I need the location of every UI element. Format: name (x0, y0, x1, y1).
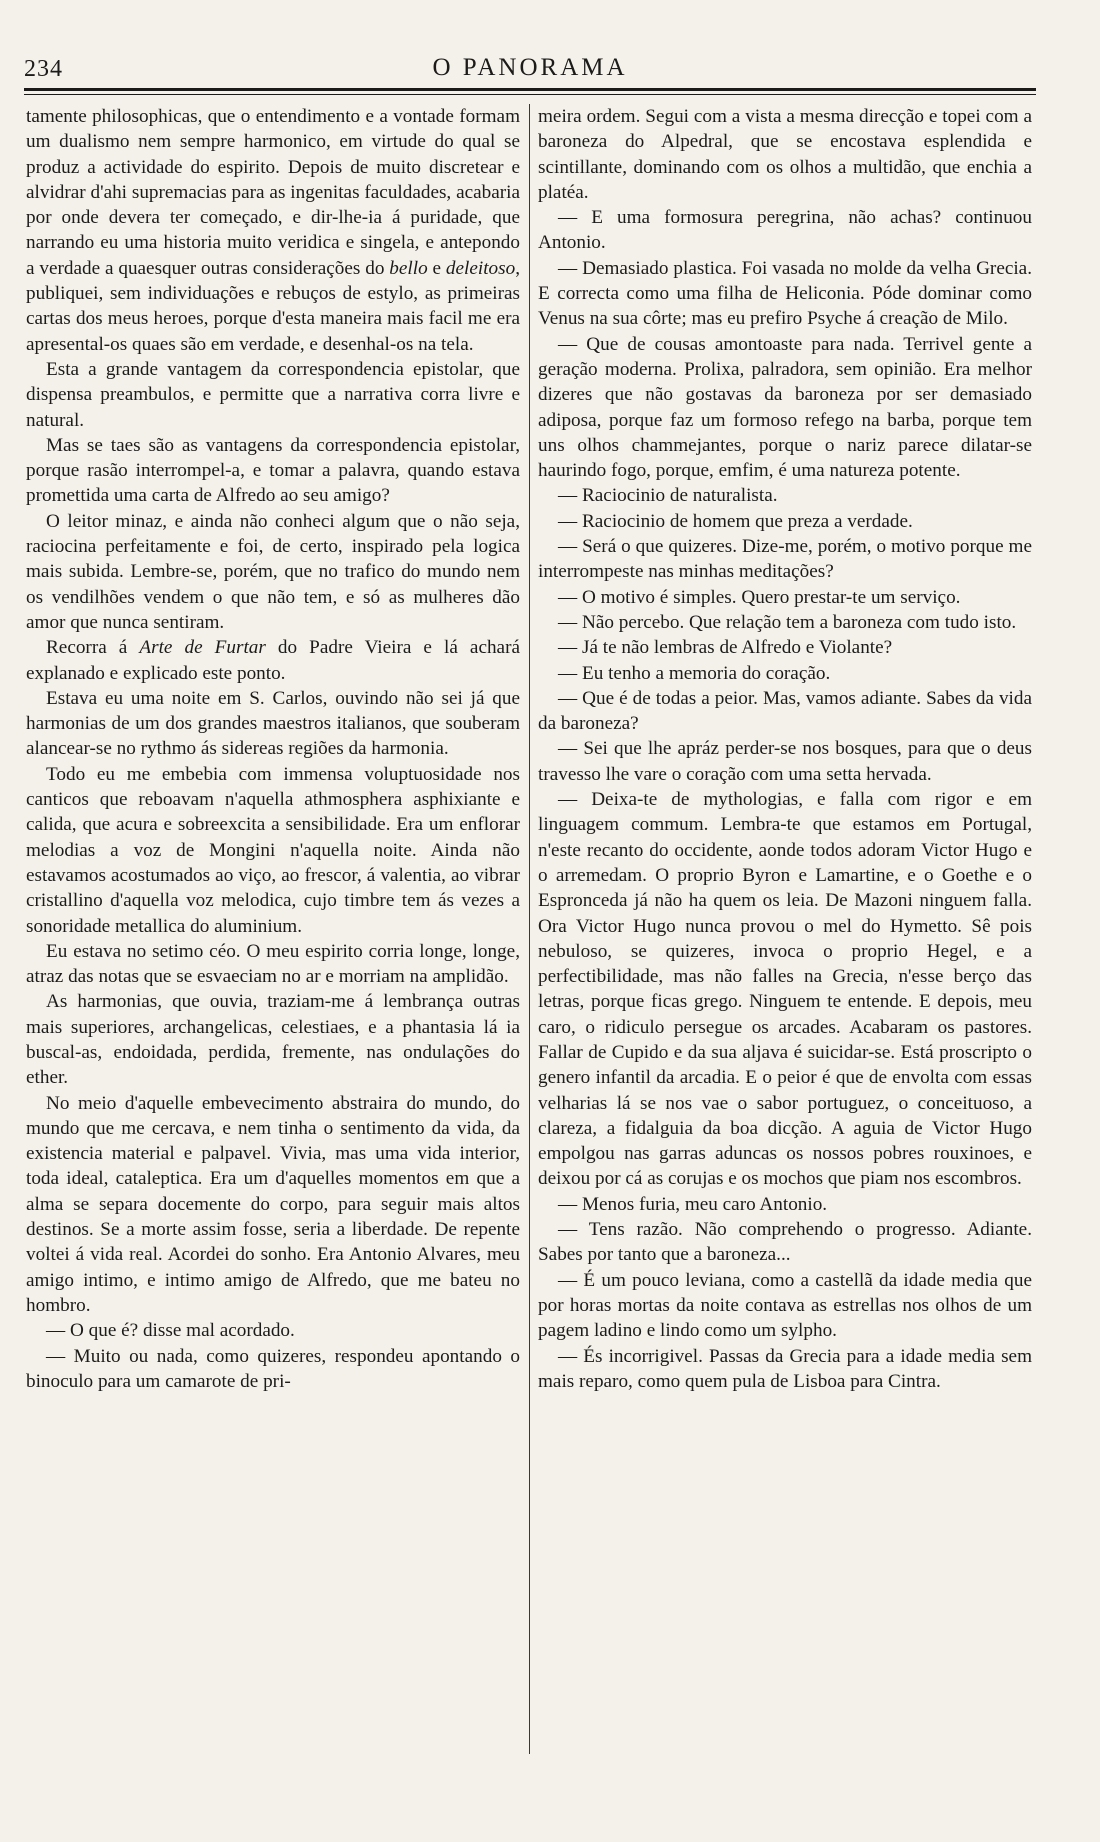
header-rule (24, 88, 1036, 91)
page-header (24, 48, 1036, 88)
paragraph: — Menos furia, meu caro Antonio. (558, 1193, 828, 1215)
paragraph: — Raciocinio de naturalista. (558, 485, 778, 507)
paragraph: No meio d'aquelle embevecimento abstraira do mundo, do mundo que me cercava, e nem tinha o sentimento da vida, da existencia material e palpavel. Vivia, mas uma vida interior, toda ideal, cataleptica. Era um d'aquelles momentos em que a alma se separa docemente do corpo, para seguir mais altos destinos. Se a morte assim fosse, seria a liberdade. De repente voltei á vida real. Acordei do sonho. Era Antonio Alvares, meu amigo intimo, e intimo amigo de Alfredo, que me bateu no hombro. (26, 1092, 520, 1316)
paragraph: — Eu tenho a memoria do coração. (558, 662, 831, 684)
paragraph: Recorra á Arte de Furtar do Padre Vieira e lá achará explanado e explicado este ponto. (26, 637, 520, 684)
paragraph: meira ordem. Segui com a vista a mesma direcção e topei com a baroneza do Alpedral, que se encostava esplendida e scintillante, dominando com os olhos a multidão, que enchia a platéa. (538, 106, 1032, 203)
paragraph: — Deixa-te de mythologias, e falla com rigor e em linguagem commum. Lembra-te que estamos em Portugal, n'este recanto do occidente, aonde todos adoram Victor Hugo e o arremedam. O proprio Byron e Lamartine, e o Goethe e o Espronceda já não ha quem os leia. De Mazoni ninguem falla. Ora Victor Hugo nunca provou o mel do Hymetto. Sê pois nebuloso, se quizeres, invoca o proprio Hegel, e a perfectibilidade, mas não falles na Grecia, n'esse berço das letras, porque ficas grego. Ninguem te entende. E depois, meu caro, o ridiculo persegue os arcades. Acabaram os pastores. Fallar de Cupido e da sua aljava é suicidar-se. Está proscripto o genero infantil da arcadia. E o peior é que de envolta com essas velharias lá se nos vae o sabor portuguez, o conceituoso, a clareza, a fidalguia da boa dicção. A aguia de Victor Hugo empolgou nas garras aduncas os nossos pobres rouxinoes, e deixou por cá as corujas e os mochos que piam nos escombros. (538, 789, 1032, 1190)
paragraph: — Será o que quizeres. Dize-me, porém, o motivo porque me interrompeste nas minhas meditações? (538, 536, 1032, 583)
paragraph: — O que é? disse mal acordado. (46, 1320, 295, 1342)
paragraph: — O motivo é simples. Quero prestar-te um serviço. (558, 586, 961, 608)
paragraph: Mas se taes são as vantagens da correspondencia epistolar, porque rasão interrompel-a, e tomar a palavra, quando estava promettida uma carta de Alfredo ao seu amigo? (26, 434, 520, 507)
paragraph: — Que é de todas a peior. Mas, vamos adiante. Sabes da vida da baroneza? (538, 687, 1032, 735)
paragraph: O leitor minaz, e ainda não conheci algum que o não seja, raciocina perfeitamente e foi, de certo, inspirado pela logica mais subida. Lembre-se, porém, que no trafico do mundo nem os vendilhões vendem o que não tem, e só as mulheres dão amor que nunca sentiram. (26, 510, 520, 633)
paragraph: — E uma formosura peregrina, não achas? continuou Antonio. (538, 207, 1032, 254)
paragraph: Estava eu uma noite em S. Carlos, ouvindo não sei já que harmonias de um dos grandes maestros italianos, que souberam alancear-se no rythmo ás sidereas regiões da harmonia. (26, 687, 520, 760)
left-column (26, 104, 520, 1824)
paragraph: — Muito ou nada, como quizeres, respondeu apontando o binoculo para um camarote de pri- (26, 1345, 520, 1392)
column-divider (529, 104, 530, 1754)
paragraph: As harmonias, que ouvia, traziam-me á lembrança outras mais superiores, archangelicas, celestiaes, e a phantasia lá ia buscal-as, endoidada, perdida, fremente, nas ondulações do ether. (26, 991, 520, 1089)
paragraph: Todo eu me embebia com immensa voluptuosidade nos canticos que reboavam n'aquella athmosphera asphixiante e calida, que acura e sobreexcita a sensibilidade. Era um enflorar melodias a voz de Mongini n'aquella noite. Ainda não estavamos acostumados ao viço, ao frescor, á valentia, ao vibrar cristallino d'aquella voz melodica, cujo timbre tem ás vezes a sonoridade metallica do aluminium. (26, 763, 520, 937)
paragraph: — Que de cousas amontoaste para nada. Terrivel gente a geração moderna. Prolixa, palradora, sem opinião. Era melhor dizeres que não gostavas da baroneza por ser demasiado adiposa, porque faz um formoso refego na barba, porque tem uns olhos chammejantes, porque o nariz parece dilatar-se haurindo fogo, porque, emfim, é uma natureza potente. (538, 333, 1032, 482)
right-column (538, 104, 1032, 1824)
paragraph: — Já te não lembras de Alfredo e Violante? (558, 637, 893, 659)
paragraph: — Sei que lhe apráz perder-se nos bosques, para que o deus travesso lhe vare o coração com uma setta hervada. (538, 738, 1032, 785)
paragraph: — Tens razão. Não comprehendo o progresso. Adiante. Sabes por tanto que a baroneza... (538, 1219, 1032, 1266)
paragraph: — Demasiado plastica. Foi vasada no molde da velha Grecia. E correcta como uma filha de Heliconia. Póde dominar como Venus na sua côrte; mas eu prefiro Psyche á creação de Milo. (538, 257, 1032, 330)
paragraph: tamente philosophicas, que o entendimento e a vontade formam um dualismo nem sempre harmonico, em virtude do qual se produz a actividade do espirito. Depois de muito discretear e alvidrar d'ahi supremacias para as ingenitas faculdades, acabaria por onde devera ter começado, e dir-lhe-ia á puridade, que narrando eu uma historia muito veridica e singela, e antepondo a verdade a quaesquer outras considerações do bello e deleitoso, publiquei, sem individuações e rebuços de estylo, as primeiras cartas dos meus heroes, porque d'esta maneira mais facil me era apresental-os quaes são em verdade, e desenhal-os na tela. (26, 106, 520, 355)
running-title: O PANORAMA (432, 54, 628, 81)
paragraph: — Raciocinio de homem que preza a verdade. (558, 510, 913, 532)
paragraph: — Não percebo. Que relação tem a baroneza com tudo isto. (558, 611, 1017, 633)
paragraph: — És incorrigivel. Passas da Grecia para a idade media sem mais reparo, como quem pula de Lisboa para Cintra. (538, 1345, 1032, 1392)
header-rule-thin (24, 94, 1036, 95)
page-number: 234 (24, 56, 63, 82)
paragraph: Eu estava no setimo céo. O meu espirito corria longe, longe, atraz das notas que se esvaeciam no ar e morriam na amplidão. (26, 940, 520, 988)
paragraph: Esta a grande vantagem da correspondencia epistolar, que dispensa preambulos, e permitte que a narrativa corra livre e natural. (26, 358, 520, 431)
paragraph: — É um pouco leviana, como a castellã da idade media que por horas mortas da noite contava as estrellas nos olhos de um pagem ladino e lindo como um sylpho. (538, 1269, 1032, 1342)
